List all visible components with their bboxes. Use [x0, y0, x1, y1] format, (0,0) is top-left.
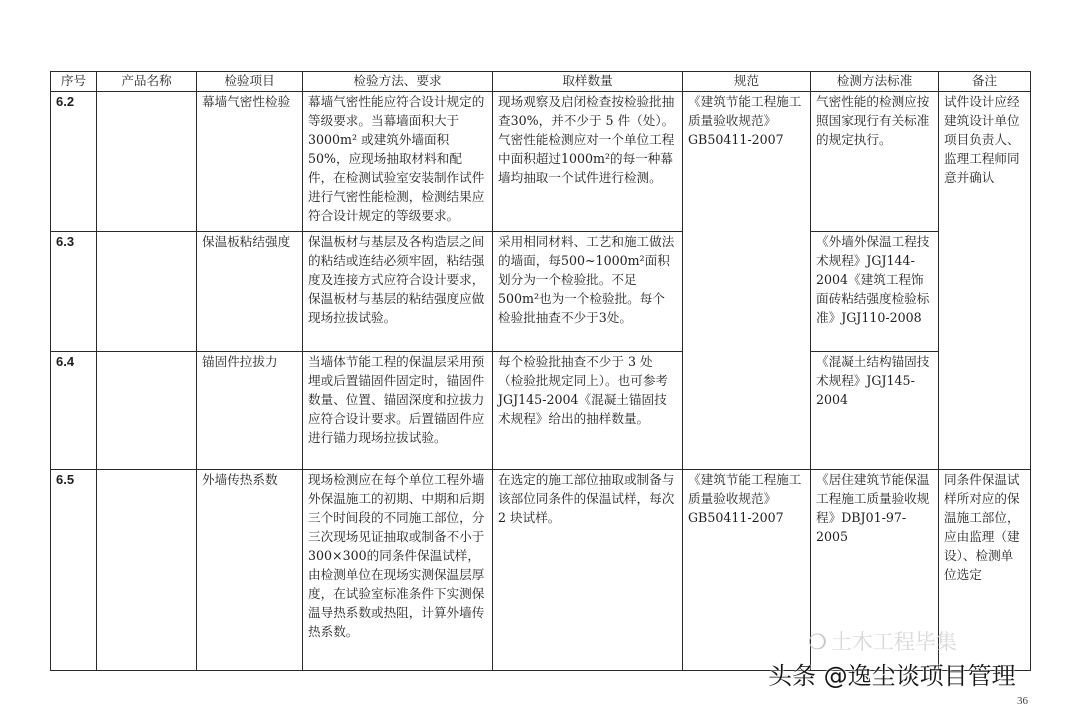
row-item: 外墙传热系数 — [197, 470, 303, 671]
row-spec: 《建筑节能工程施工质量验收规范》GB50411-2007 — [683, 92, 811, 470]
row-item: 锚固件拉拔力 — [197, 352, 303, 470]
row-remark: 同条件保温试样所对应的保温施工部位，应由监理（建设）、检测单位选定 — [939, 470, 1031, 671]
row-standard: 《外墙外保温工程技术规程》JGJ144-2004《建筑工程饰面砖粘结强度检验标准》JGJ110-2008 — [811, 232, 939, 352]
row-product — [97, 352, 197, 470]
row-method: 保温板材与基层及各构造层之间的粘结或连结必须牢固，粘结强度及连接方式应符合设计要求，保温板材与基层的粘结强度应做现场拉拔试验。 — [303, 232, 493, 352]
row-sample: 采用相同材料、工艺和施工做法的墙面，每500~1000m²面积划分为一个检验批。不足 500m²也为一个检验批。每个检验批抽查不少于3处。 — [493, 232, 683, 352]
row-sample: 现场观察及启闭检查按检验批抽查30%，并不少于 5 件（处）。气密性能检测应对一个单位工程中面积超过1000m²的每一种幕墙均抽取一个试件进行检测。 — [493, 92, 683, 232]
row-standard: 《居住建筑节能保温工程施工质量验收规程》DBJ01-97-2005 — [811, 470, 939, 671]
row-method: 幕墙气密性能应符合设计规定的等级要求。当幕墙面积大于 3000m² 或建筑外墙面积50%，应现场抽取材料和配件，在检测试验室安装制作试件进行气密性能检测，检测结果应符合设计规定的等级要求。 — [303, 92, 493, 232]
header-seq: 序号 — [51, 72, 97, 92]
table-row — [51, 352, 1031, 470]
chat-bubble-icon: ❍ — [808, 630, 827, 654]
table-row — [51, 92, 1031, 232]
row-product — [97, 470, 197, 671]
row-seq: 6.2 — [51, 92, 97, 232]
source-watermark: 头条 @逸尘谈项目管理 — [768, 662, 1016, 690]
row-product — [97, 92, 197, 232]
header-specification: 规范 — [683, 72, 811, 92]
inspection-table — [50, 71, 1031, 671]
table-row — [51, 232, 1031, 352]
header-sample-quantity: 取样数量 — [493, 72, 683, 92]
page-number: 36 — [1017, 695, 1028, 707]
faint-watermark — [808, 626, 957, 656]
faint-watermark-text: 土木工程毕集 — [830, 630, 957, 654]
row-product — [97, 232, 197, 352]
row-item: 保温板粘结强度 — [197, 232, 303, 352]
row-sample: 每个检验批抽查不少于 3 处（检验批规定同上）。也可参考 JGJ145-2004《混凝土锚固技术规程》给出的抽样数量。 — [493, 352, 683, 470]
row-method: 现场检测应在每个单位工程外墙外保温施工的初期、中期和后期三个时间段的不同施工部位，分三次现场见证抽取或制备不小于 300×300的同条件保温试样，由检测单位在现场实测保温层厚度，在试验室标准条件下实测保温导热系数或热阻，计算外墙传热系数。 — [303, 470, 493, 671]
row-item: 幕墙气密性检验 — [197, 92, 303, 232]
header-remark: 备注 — [939, 72, 1031, 92]
row-spec: 《建筑节能工程施工质量验收规范》GB50411-2007 — [683, 470, 811, 671]
row-sample: 在选定的施工部位抽取或制备与该部位同条件的保温试样，每次 2 块试样。 — [493, 470, 683, 671]
row-standard: 《混凝土结构锚固技术规程》JGJ145-2004 — [811, 352, 939, 470]
row-standard: 气密性能的检测应按照国家现行有关标准的规定执行。 — [811, 92, 939, 232]
table-header-row — [51, 72, 1031, 92]
header-test-standard: 检测方法标准 — [811, 72, 939, 92]
header-inspection-item: 检验项目 — [197, 72, 303, 92]
row-seq: 6.3 — [51, 232, 97, 352]
row-seq: 6.5 — [51, 470, 97, 671]
row-remark: 试件设计应经建筑设计单位项目负责人、监理工程师同意并确认 — [939, 92, 1031, 470]
header-product-name: 产品名称 — [97, 72, 197, 92]
row-method: 当墙体节能工程的保温层采用预埋或后置锚固件固定时，锚固件数量、位置、锚固深度和拉拔力应符合设计要求。后置锚固件应进行锚力现场拉拔试验。 — [303, 352, 493, 470]
row-seq: 6.4 — [51, 352, 97, 470]
header-method: 检验方法、要求 — [303, 72, 493, 92]
